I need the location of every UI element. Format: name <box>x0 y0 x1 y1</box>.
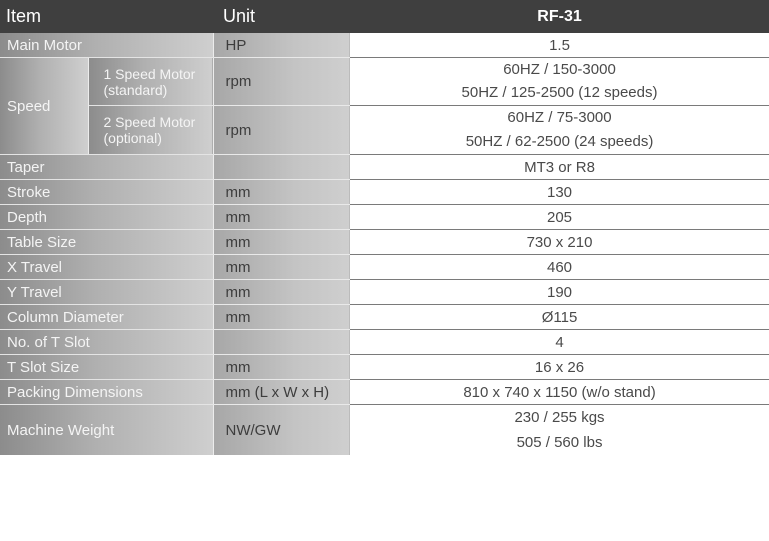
row-taper <box>0 155 769 180</box>
unit-main-motor: HP <box>213 33 350 58</box>
label-packing: Packing Dimensions <box>0 380 213 405</box>
value-packing: 810 x 740 x 1150 (w/o stand) <box>350 380 769 405</box>
label-t-slot-count: No. of T Slot <box>0 330 213 355</box>
unit-weight: NW/GW <box>213 405 350 456</box>
row-stroke <box>0 180 769 205</box>
unit-y-travel: mm <box>213 280 350 305</box>
value-stroke: 130 <box>350 180 769 205</box>
value-speed-motor2-line2: 50HZ / 62-2500 (24 speeds) <box>350 128 769 155</box>
label-speed-motor1 <box>88 58 213 106</box>
value-taper: MT3 or R8 <box>350 155 769 180</box>
label-speed-motor2-line1: 2 Speed Motor <box>103 114 196 130</box>
label-depth: Depth <box>0 205 213 230</box>
label-t-slot-size: T Slot Size <box>0 355 213 380</box>
label-table-size: Table Size <box>0 230 213 255</box>
label-speed: Speed <box>0 58 88 155</box>
label-weight: Machine Weight <box>0 405 213 456</box>
value-main-motor: 1.5 <box>350 33 769 58</box>
row-speed-motor2-a <box>0 106 769 129</box>
header-unit: Unit <box>213 0 350 33</box>
value-x-travel: 460 <box>350 255 769 280</box>
row-weight-a <box>0 405 769 430</box>
unit-depth: mm <box>213 205 350 230</box>
header-row <box>0 0 769 33</box>
row-packing <box>0 380 769 405</box>
label-x-travel: X Travel <box>0 255 213 280</box>
row-t-slot-count <box>0 330 769 355</box>
value-depth: 205 <box>350 205 769 230</box>
label-speed-motor2-line2: (optional) <box>103 130 162 146</box>
unit-column-diameter: mm <box>213 305 350 330</box>
unit-t-slot-count <box>213 330 350 355</box>
value-weight-line1: 230 / 255 kgs <box>350 405 769 430</box>
label-taper: Taper <box>0 155 213 180</box>
row-column-diameter <box>0 305 769 330</box>
label-y-travel: Y Travel <box>0 280 213 305</box>
unit-packing: mm (L x W x H) <box>213 380 350 405</box>
row-main-motor <box>0 33 769 58</box>
label-column-diameter: Column Diameter <box>0 305 213 330</box>
label-speed-motor1-line2: (standard) <box>103 81 168 98</box>
unit-table-size: mm <box>213 230 350 255</box>
unit-speed-motor2: rpm <box>213 106 350 155</box>
unit-stroke: mm <box>213 180 350 205</box>
unit-x-travel: mm <box>213 255 350 280</box>
row-speed-motor1-a <box>0 58 769 81</box>
label-speed-motor1-line1: 1 Speed Motor <box>103 65 196 82</box>
row-depth <box>0 205 769 230</box>
value-t-slot-size: 16 x 26 <box>350 355 769 380</box>
header-item: Item <box>0 0 213 33</box>
label-main-motor: Main Motor <box>0 33 213 58</box>
row-t-slot-size <box>0 355 769 380</box>
value-y-travel: 190 <box>350 280 769 305</box>
value-column-diameter: Ø115 <box>350 305 769 330</box>
unit-t-slot-size: mm <box>213 355 350 380</box>
row-x-travel <box>0 255 769 280</box>
label-speed-motor2 <box>88 106 213 155</box>
header-model: RF-31 <box>350 0 769 33</box>
row-table-size <box>0 230 769 255</box>
label-stroke: Stroke <box>0 180 213 205</box>
value-table-size: 730 x 210 <box>350 230 769 255</box>
row-y-travel <box>0 280 769 305</box>
value-weight-line2: 505 / 560 lbs <box>350 429 769 455</box>
value-speed-motor1-line1: 60HZ / 150-3000 <box>350 58 769 81</box>
value-t-slot-count: 4 <box>350 330 769 355</box>
unit-taper <box>213 155 350 180</box>
unit-speed-motor1: rpm <box>213 58 350 106</box>
value-speed-motor1-line2: 50HZ / 125-2500 (12 speeds) <box>350 80 769 106</box>
value-speed-motor2-line1: 60HZ / 75-3000 <box>350 106 769 129</box>
